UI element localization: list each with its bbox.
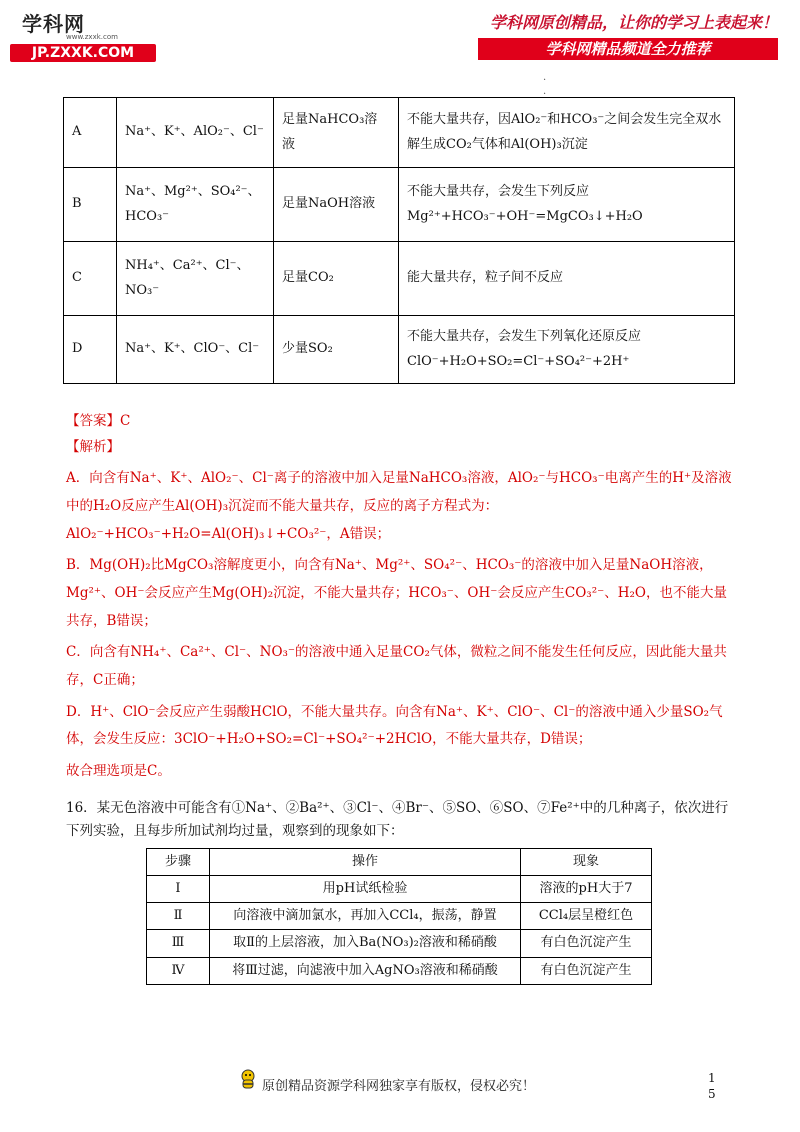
reagent-cell: 足量NaOH溶液 (274, 168, 399, 242)
analysis-d: D．H⁺、ClO⁻会反应产生弱酸HClO，不能大量共存。向含有Na⁺、K⁺、ClO⁻、Cl⁻的溶液中通入少量SO₂气体，会发生反应：3ClO⁻+H₂O+SO₂=Cl⁻+SO₄²⁻+2HClO，不能大量共存，D错误； (66, 703, 723, 748)
analysis-conclusion: 故合理选项是C。 (66, 763, 171, 780)
observation-cell: CCl₄层呈橙红色 (521, 903, 652, 930)
dot-mark: . (543, 86, 547, 97)
table-row (147, 957, 652, 984)
analysis-c: C．向含有NH₄⁺、Ca²⁺、Cl⁻、NO₃⁻的溶液中通入足量CO₂气体，微粒之间不能发生任何反应，因此能大量共存，C正确； (66, 644, 727, 689)
question-16-stem: 16．某无色溶液中可能含有①Na⁺、②Ba²⁺、③Cl⁻、④Br⁻、⑤SO、⑥SO、⑦Fe²⁺中的几种离子，依次进行下列实验，且每步所加试剂均过量，观察到的现象如下： (66, 800, 729, 839)
conclusion-cell: 不能大量共存，因AlO₂⁻和HCO₃⁻之间会发生完全双水解生成CO₂气体和Al(OH)₃沉淀 (399, 98, 735, 168)
ions-cell: NH₄⁺、Ca²⁺、Cl⁻、NO₃⁻ (117, 242, 274, 316)
answer-section (66, 408, 736, 790)
ions-cell: Na⁺、Mg²⁺、SO₄²⁻、HCO₃⁻ (117, 168, 274, 242)
step-cell: Ⅰ (147, 876, 210, 903)
header-step: 步骤 (147, 849, 210, 876)
footer-copyright: 原创精品资源学科网独家享有版权，侵权必究！ (262, 1079, 536, 1094)
analysis-b: B．Mg(OH)₂比MgCO₃溶解度更小，向含有Na⁺、Mg²⁺、SO₄²⁻、HCO₃⁻的溶液中加入足量NaOH溶液，Mg²⁺、OH⁻会反应产生Mg(OH)₂沉淀，不能大量共存；HCO₃⁻、OH⁻会反应产生CO₃²⁻、H₂O，也不能大量共存，B错误； (66, 557, 727, 629)
observation-cell: 有白色沉淀产生 (521, 930, 652, 957)
page-number-top: 1 (708, 1071, 716, 1085)
table-row (147, 876, 652, 903)
table-header-row (147, 849, 652, 876)
page-number-bottom: 5 (708, 1087, 716, 1101)
logo-small-url: www.zxxk.com (66, 33, 118, 41)
reagent-cell: 少量SO₂ (274, 316, 399, 384)
table-row (64, 98, 735, 168)
observation-cell: 有白色沉淀产生 (521, 957, 652, 984)
step-cell: Ⅳ (147, 957, 210, 984)
operation-cell: 用pH试纸检验 (210, 876, 521, 903)
step-cell: Ⅱ (147, 903, 210, 930)
table-row (64, 168, 735, 242)
page-number (708, 1070, 716, 1102)
table-row (64, 316, 735, 384)
step-cell: Ⅲ (147, 930, 210, 957)
answer-label: 【答案】C (66, 413, 131, 429)
experiment-table (146, 848, 652, 985)
analysis-label: 【解析】 (66, 438, 120, 455)
header-slogan: 学科网原创精品，让你的学习上表起来！ (489, 13, 778, 32)
reagent-cell: 足量CO₂ (274, 242, 399, 316)
conclusion-cell: 不能大量共存，会发生下列反应 Mg²⁺+HCO₃⁻+OH⁻=MgCO₃↓+H₂O (399, 168, 735, 242)
observation-cell: 溶液的pH大于7 (521, 876, 652, 903)
bee-mascot-icon (238, 1068, 258, 1090)
ions-cell: Na⁺、K⁺、ClO⁻、Cl⁻ (117, 316, 274, 384)
conclusion-cell: 不能大量共存，会发生下列氧化还原反应 ClO⁻+H₂O+SO₂=Cl⁻+SO₄²⁻+2H⁺ (399, 316, 735, 384)
header-banner: 学科网精品频道全力推荐 (478, 38, 778, 60)
operation-cell: 向溶液中滴加氯水，再加入CCl₄，振荡，静置 (210, 903, 521, 930)
option-id: C (64, 242, 117, 316)
conclusion-cell: 能大量共存，粒子间不反应 (399, 242, 735, 316)
reagent-cell: 足量NaHCO₃溶液 (274, 98, 399, 168)
table-row (147, 930, 652, 957)
table-row (147, 903, 652, 930)
page-header (0, 0, 800, 80)
operation-cell: 将Ⅲ过滤，向滤液中加入AgNO₃溶液和稀硝酸 (210, 957, 521, 984)
operation-cell: 取Ⅱ的上层溶液，加入Ba(NO₃)₂溶液和稀硝酸 (210, 930, 521, 957)
table-row (64, 242, 735, 316)
option-id: B (64, 168, 117, 242)
analysis-a: A．向含有Na⁺、K⁺、AlO₂⁻、Cl⁻离子的溶液中加入足量NaHCO₃溶液，AlO₂⁻与HCO₃⁻电离产生的H⁺及溶液中的H₂O反应产生Al(OH)₃沉淀而不能大量共存，反应的离子方程式为：AlO₂⁻+HCO₃⁻+H₂O=Al(OH)₃↓+CO₃²⁻，A错误； (66, 470, 732, 542)
header-operation: 操作 (210, 849, 521, 876)
ions-cell: Na⁺、K⁺、AlO₂⁻、Cl⁻ (117, 98, 274, 168)
header-observation: 现象 (521, 849, 652, 876)
option-id: D (64, 316, 117, 384)
options-table (63, 97, 735, 384)
dot-mark: . (543, 72, 547, 83)
option-id: A (64, 98, 117, 168)
logo-url-box[interactable]: JP.ZXXK.COM (10, 44, 156, 62)
logo-title: 学科网 (22, 12, 85, 36)
